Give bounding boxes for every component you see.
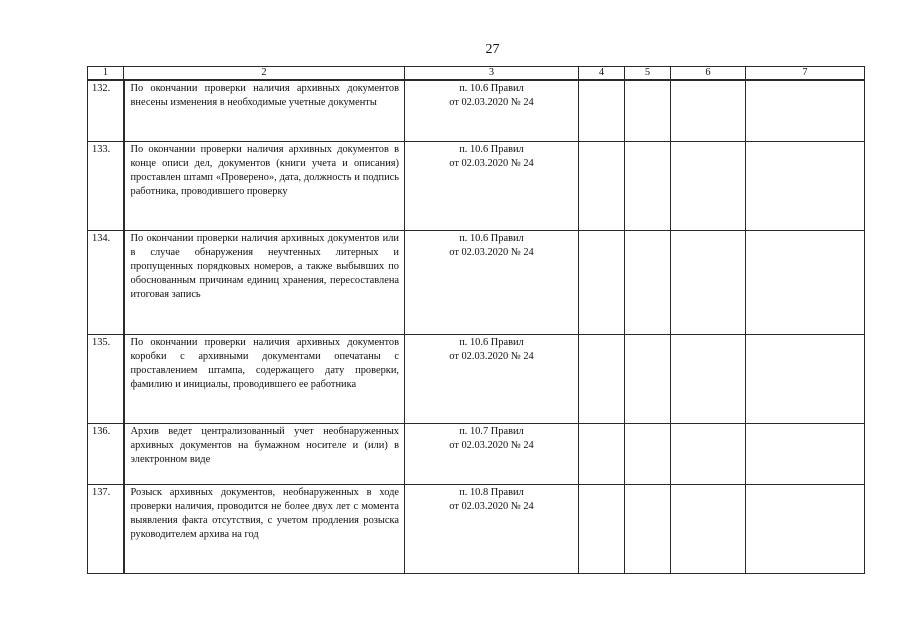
reference-line: от 02.03.2020 № 24 bbox=[449, 500, 534, 512]
reference-line: п. 10.6 Правил bbox=[459, 83, 524, 94]
empty-cell bbox=[671, 230, 746, 334]
reference-line: от 02.03.2020 № 24 bbox=[449, 350, 534, 362]
empty-cell bbox=[746, 80, 865, 141]
regulation-reference bbox=[405, 334, 579, 423]
empty-cell bbox=[579, 80, 625, 141]
requirement-text: По окончании проверки наличия архивных документов коробки с архивными документами опечатаны с проставлением штампа, содержащего дату проверки, фамилию и инициалы, проводившего ее работника bbox=[124, 334, 405, 423]
row-number: 135. bbox=[88, 334, 124, 423]
column-header: 1 bbox=[88, 67, 124, 81]
empty-cell bbox=[625, 141, 671, 230]
column-header: 3 bbox=[405, 67, 579, 81]
table-header-row bbox=[88, 67, 865, 81]
row-number: 136. bbox=[88, 423, 124, 484]
empty-cell bbox=[625, 80, 671, 141]
row-number: 133. bbox=[88, 141, 124, 230]
empty-cell bbox=[579, 484, 625, 573]
empty-cell bbox=[746, 423, 865, 484]
row-number: 132. bbox=[88, 80, 124, 141]
empty-cell bbox=[671, 141, 746, 230]
table-row bbox=[88, 334, 865, 423]
column-header: 5 bbox=[625, 67, 671, 81]
reference-line: от 02.03.2020 № 24 bbox=[449, 97, 534, 108]
empty-cell bbox=[625, 334, 671, 423]
reference-line: п. 10.6 Правил bbox=[459, 232, 524, 244]
requirement-text: Архив ведет централизованный учет необнаруженных архивных документов на бумажном носителе и (или) в электронном виде bbox=[124, 423, 405, 484]
requirement-text: По окончании проверки наличия архивных документов в конце описи дел, документов (книги учета и описания) проставлен штамп «Проверено», дата, должность и подпись работника, проводившего проверку bbox=[124, 141, 405, 230]
empty-cell bbox=[746, 141, 865, 230]
reference-line: п. 10.6 Правил bbox=[459, 336, 524, 348]
empty-cell bbox=[625, 230, 671, 334]
empty-cell bbox=[579, 423, 625, 484]
reference-line: от 02.03.2020 № 24 bbox=[449, 157, 534, 169]
table-row bbox=[88, 80, 865, 141]
requirement-text: По окончании проверки наличия архивных документов или в случае обнаружения неучтенных литерных и пропущенных порядковых номеров, а также выбывших по обоснованным причинам единиц хранения, пересоставлена итоговая запись bbox=[124, 230, 405, 334]
empty-cell bbox=[671, 334, 746, 423]
page-number: 27 bbox=[485, 42, 500, 57]
table-row bbox=[88, 230, 865, 334]
regulation-reference bbox=[405, 484, 579, 573]
empty-cell bbox=[746, 334, 865, 423]
empty-cell bbox=[579, 334, 625, 423]
empty-cell bbox=[671, 80, 746, 141]
column-header: 6 bbox=[671, 67, 746, 81]
empty-cell bbox=[746, 484, 865, 573]
requirements-table bbox=[87, 66, 865, 574]
table-row bbox=[88, 423, 865, 484]
column-header: 2 bbox=[124, 67, 405, 81]
table-row bbox=[88, 484, 865, 573]
regulation-reference bbox=[405, 80, 579, 141]
column-header: 7 bbox=[746, 67, 865, 81]
reference-line: от 02.03.2020 № 24 bbox=[449, 246, 534, 258]
regulation-reference bbox=[405, 423, 579, 484]
reference-line: от 02.03.2020 № 24 bbox=[449, 439, 534, 451]
column-header: 4 bbox=[579, 67, 625, 81]
empty-cell bbox=[625, 484, 671, 573]
reference-line: п. 10.7 Правил bbox=[459, 425, 524, 437]
empty-cell bbox=[579, 230, 625, 334]
empty-cell bbox=[746, 230, 865, 334]
requirement-text: Розыск архивных документов, необнаруженных в ходе проверки наличия, проводится не более двух лет с момента выявления факта отсутствия, с учетом продления розыска руководителем архива на год bbox=[124, 484, 405, 573]
row-number: 134. bbox=[88, 230, 124, 334]
empty-cell bbox=[625, 423, 671, 484]
regulation-reference bbox=[405, 230, 579, 334]
empty-cell bbox=[671, 484, 746, 573]
row-number: 137. bbox=[88, 484, 124, 573]
empty-cell bbox=[671, 423, 746, 484]
table-row bbox=[88, 141, 865, 230]
regulation-reference bbox=[405, 141, 579, 230]
requirement-text: По окончании проверки наличия архивных документов внесены изменения в необходимые учетные документы bbox=[124, 80, 405, 141]
empty-cell bbox=[579, 141, 625, 230]
reference-line: п. 10.6 Правил bbox=[459, 143, 524, 155]
reference-line: п. 10.8 Правил bbox=[459, 486, 524, 498]
